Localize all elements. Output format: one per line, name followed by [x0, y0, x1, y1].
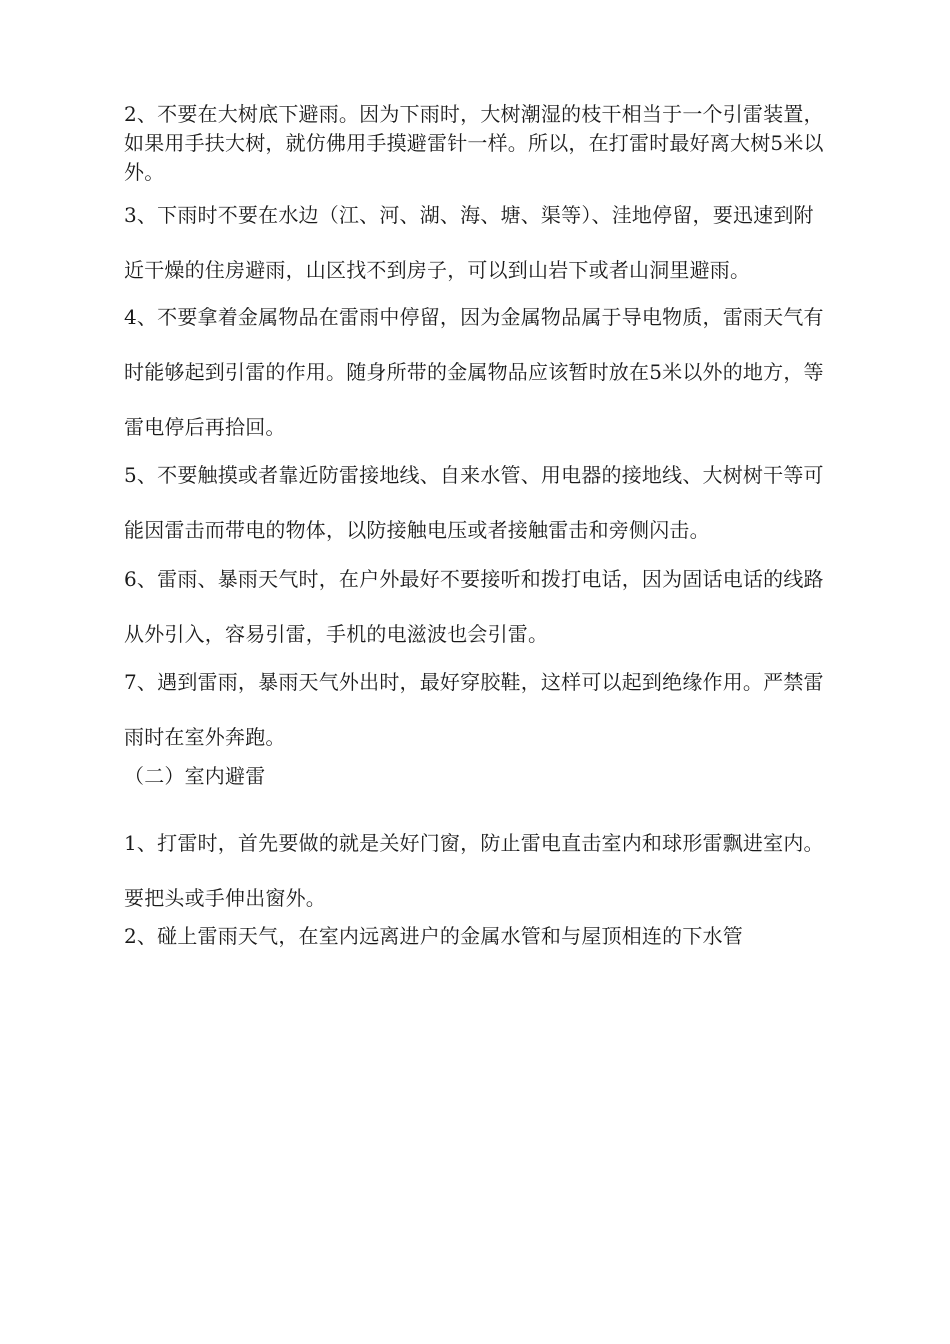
paragraph-metal-objects: 4、不要拿着金属物品在雷雨中停留，因为金属物品属于导电物质，雷雨天气有时能够起到引雷的作用。随身所带的金属物品应该暂时放在5米以外的地方，等雷电停后再拾回。 [124, 305, 824, 439]
paragraph-phone-calls: 6、雷雨、暴雨天气时，在户外最好不要接听和拨打电话，因为固话电话的线路从外引入，容易引雷，手机的电滋波也会引雷。 [124, 567, 824, 646]
paragraph-close-windows: 1、打雷时，首先要做的就是关好门窗，防止雷电直击室内和球形雷飘进室内。要把头或手伸出窗外。 [124, 831, 824, 910]
paragraph-grounding-lines: 5、不要触摸或者靠近防雷接地线、自来水管、用电器的接地线、大树树干等可能因雷击而带电的物体，以防接触电压或者接触雷击和旁侧闪击。 [124, 463, 824, 542]
paragraph-waterside: 3、下雨时不要在水边（江、河、湖、海、塘、渠等）、洼地停留，要迅速到附近干燥的住房避雨，山区找不到房子，可以到山岩下或者山洞里避雨。 [124, 203, 814, 282]
section-heading-indoor: （二）室内避雷 [124, 764, 266, 788]
paragraph-tree-shelter: 2、不要在大树底下避雨。因为下雨时，大树潮湿的枝干相当于一个引雷装置，如果用手扶大树，就仿佛用手摸避雷针一样。所以，在打雷时最好离大树5米以外。 [124, 102, 824, 184]
paragraph-water-pipes: 2、碰上雷雨天气，在室内远离进户的金属水管和与屋顶相连的下水管 [124, 924, 743, 948]
paragraph-rubber-shoes: 7、遇到雷雨，暴雨天气外出时，最好穿胶鞋，这样可以起到绝缘作用。严禁雷雨时在室外奔跑。 [124, 670, 824, 749]
